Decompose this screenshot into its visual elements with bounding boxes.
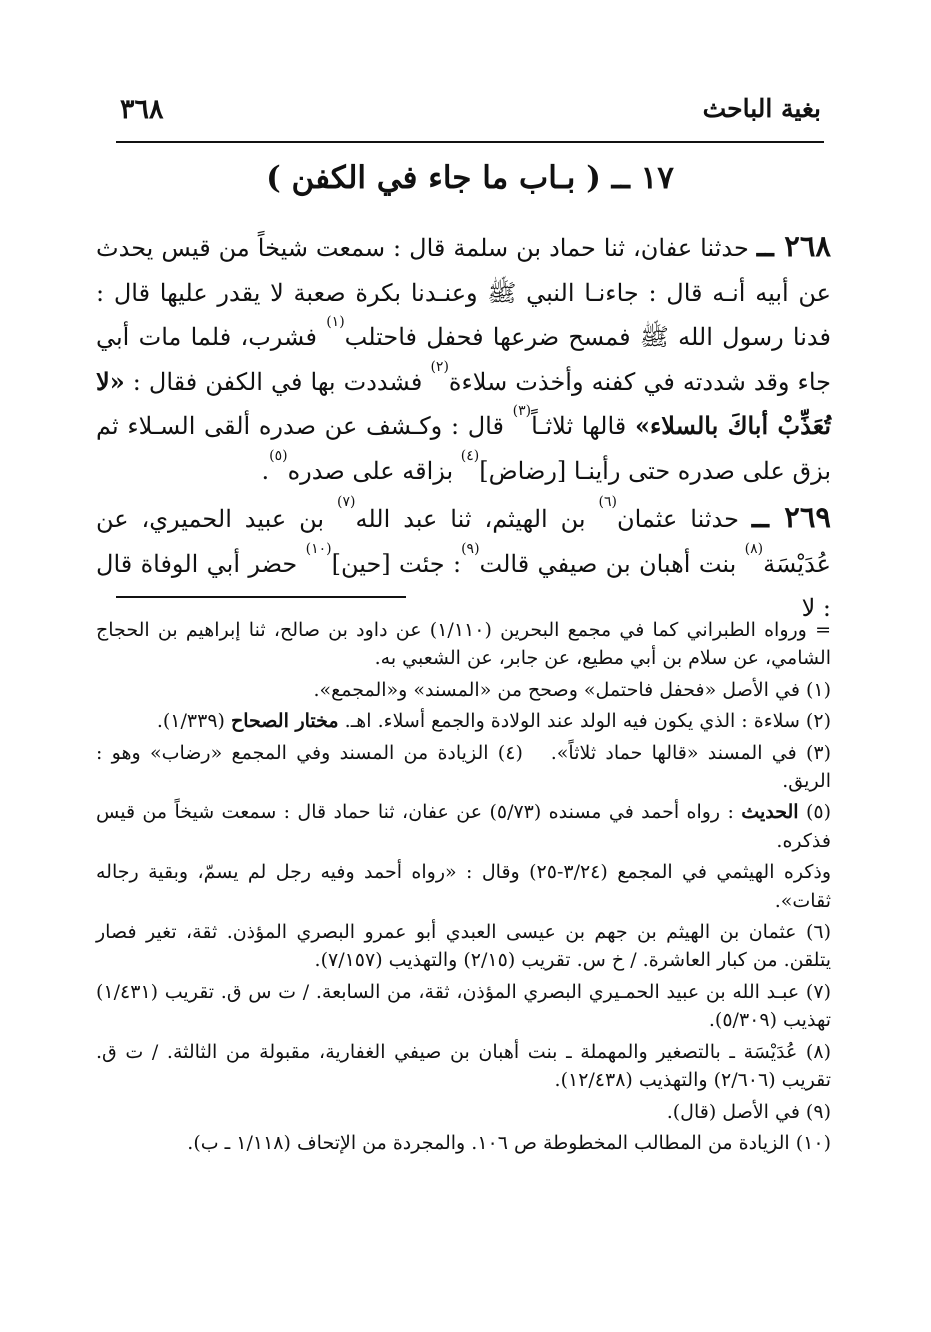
hadith-text: . <box>261 456 270 485</box>
footnote-ref: (١٠) <box>305 540 332 557</box>
hadith-number: ٢٦٩ ــ <box>751 500 831 534</box>
footnote-ref: (٧) <box>337 494 356 510</box>
hadith-text: بن عبيد الحميري، عن عُدَيْسَة <box>96 505 831 578</box>
footnote-text: (١/٣٣٩). <box>156 710 231 733</box>
footnote-continuation: = ورواه الطبراني كما في مجمع البحرين (١/١١٠) عن داود بن صالح، ثنا إبراهيم بن الحجاج الشامي، عن سلام بن أبي مطيع، عن جابر، عن الشعبي به. <box>96 619 831 670</box>
hadith-text: حدثنا عفان، ثنا حماد بن سلمة قال : سمعت شيخاً من قيس يحدث عن أبيه أنـه قال : جاءنـا النبي ﷺ وعنـدنا بكرة صعبة لا يقدر عليها قال : فدنا رسول الله ﷺ فمسح ضرعها فحفل فاحتلب <box>96 234 831 351</box>
hadith-text: فشرب، فلما مات أبي جاء وقد شددته في كفنه وأخذت سلاءة <box>96 323 831 396</box>
footnotes <box>96 616 831 1160</box>
footnote-10: (١٠) الزيادة من المطالب المخطوطة ص ١٠٦. والمجردة من الإتحاف (١/١١٨ ـ ب). <box>187 1131 831 1154</box>
main-text <box>96 224 831 633</box>
hadith-269 <box>96 495 831 631</box>
footnote-text: (٥) <box>798 801 831 824</box>
footnote-9: (٩) في الأصل (قال). <box>666 1100 831 1123</box>
chapter-title: ١٧ ــ ( بـاب ما جاء في الكفن ) <box>266 160 674 196</box>
footnote-ref: (٥) <box>269 447 288 464</box>
hadith-text: حضر أبي الوفاة قال : لا <box>96 549 831 622</box>
hadith-number: ٢٦٨ ــ <box>756 229 831 263</box>
footnote-5-continuation: وذكره الهيثمي في المجمع (٣/٢٤-٢٥) وقال : «رواه أحمد وفيه رجل لم يسمّ، وبقية رجاله ثقات». <box>96 861 832 912</box>
footnote-8: (٨) عُدَيْسَة ـ بالتصغير والمهملة ـ بنت أهبان بن صيفي الغفارية، مقبولة من الثالثة. / ت ق. تقريب (٢/٦٠٦) والتهذيب (١٢/٤٣٨). <box>96 1040 831 1092</box>
footnote-3-4 <box>96 739 831 796</box>
footnote-ref: (٦) <box>598 494 617 510</box>
footnote-5 <box>96 798 831 855</box>
page-number: ٣٦٨ <box>120 94 164 125</box>
footnote-7: (٧) عبـد الله بن عبيد الحمـيري البصري المؤذن، ثقة، من السابعة. / ت س ق. تقريب (١/٤٣١) تهذيب (٥/٣٠٩). <box>96 980 831 1032</box>
footnote-2 <box>96 707 831 735</box>
footnote-ref: (٨) <box>744 540 764 557</box>
footnote-rule <box>116 596 406 598</box>
footnote-ref: (٣) <box>512 403 532 419</box>
hadith-text: فشددت بها في الكفن فقال : <box>124 367 431 396</box>
hadith-text: قالها ثلاثـاً <box>531 412 635 440</box>
hadith-text: قال : وكـشف عن صدره ألقى السـلاء ثم بزق على صدره حتى رأينـا [رضاض] <box>96 412 831 485</box>
footnote-3: (٣) في المسند «قالها حماد ثلاثاً». <box>550 741 832 764</box>
prophetic-quote: «لا تُعَذِّبْ أباكَ بالسلاء» <box>96 366 831 440</box>
footnote-label: الحديث <box>741 801 799 824</box>
source-title: مختار الصحاح <box>230 710 339 733</box>
header-rule <box>116 141 824 143</box>
footnote-text: : رواه أحمد في مسنده (٥/٧٣) عن عفان، ثنا حماد قال : سمعت شيخاً من قيس فذكره. <box>96 801 831 852</box>
hadith-text: بزاقه على صدره <box>287 456 461 485</box>
hadith-text: بن الهيثم، ثنا عبد الله <box>355 505 599 533</box>
hadith-text: : جئت [حين] <box>331 549 462 578</box>
hadith-268 <box>96 224 831 493</box>
footnote-6: (٦) عثمان بن الهيثم بن جهم بن عيسى العبدي أبو عمرو البصري المؤذن. ثقة، تغير فصار يتلقن. من كبار العاشرة. / خ س. تقريب (٢/١٥) والتهذيب (٧/١٥٧). <box>96 921 831 972</box>
hadith-text: بنت أهبان بن صيفي قالت <box>479 549 745 578</box>
footnote-1: (١) في الأصل «فحفل فاحتمل» وصحح من «المسند» و«المجمع». <box>313 678 831 701</box>
footnote-text: (٢) سلاءة : الذي يكون فيه الولد عند الولادة والجمع أسلاء. اهـ. <box>338 710 831 733</box>
footnote-ref: (٤) <box>460 447 480 464</box>
hadith-text: حدثنا عثمان <box>616 505 752 533</box>
footnote-4: (٤) الزيادة من المسند وفي المجمع «رضاب» وهو : الريق. <box>96 741 831 793</box>
footnote-ref: (١) <box>326 314 345 330</box>
running-title: بغية الباحث <box>702 94 821 123</box>
footnote-ref: (٢) <box>430 358 449 375</box>
footnote-ref: (٩) <box>461 540 480 557</box>
